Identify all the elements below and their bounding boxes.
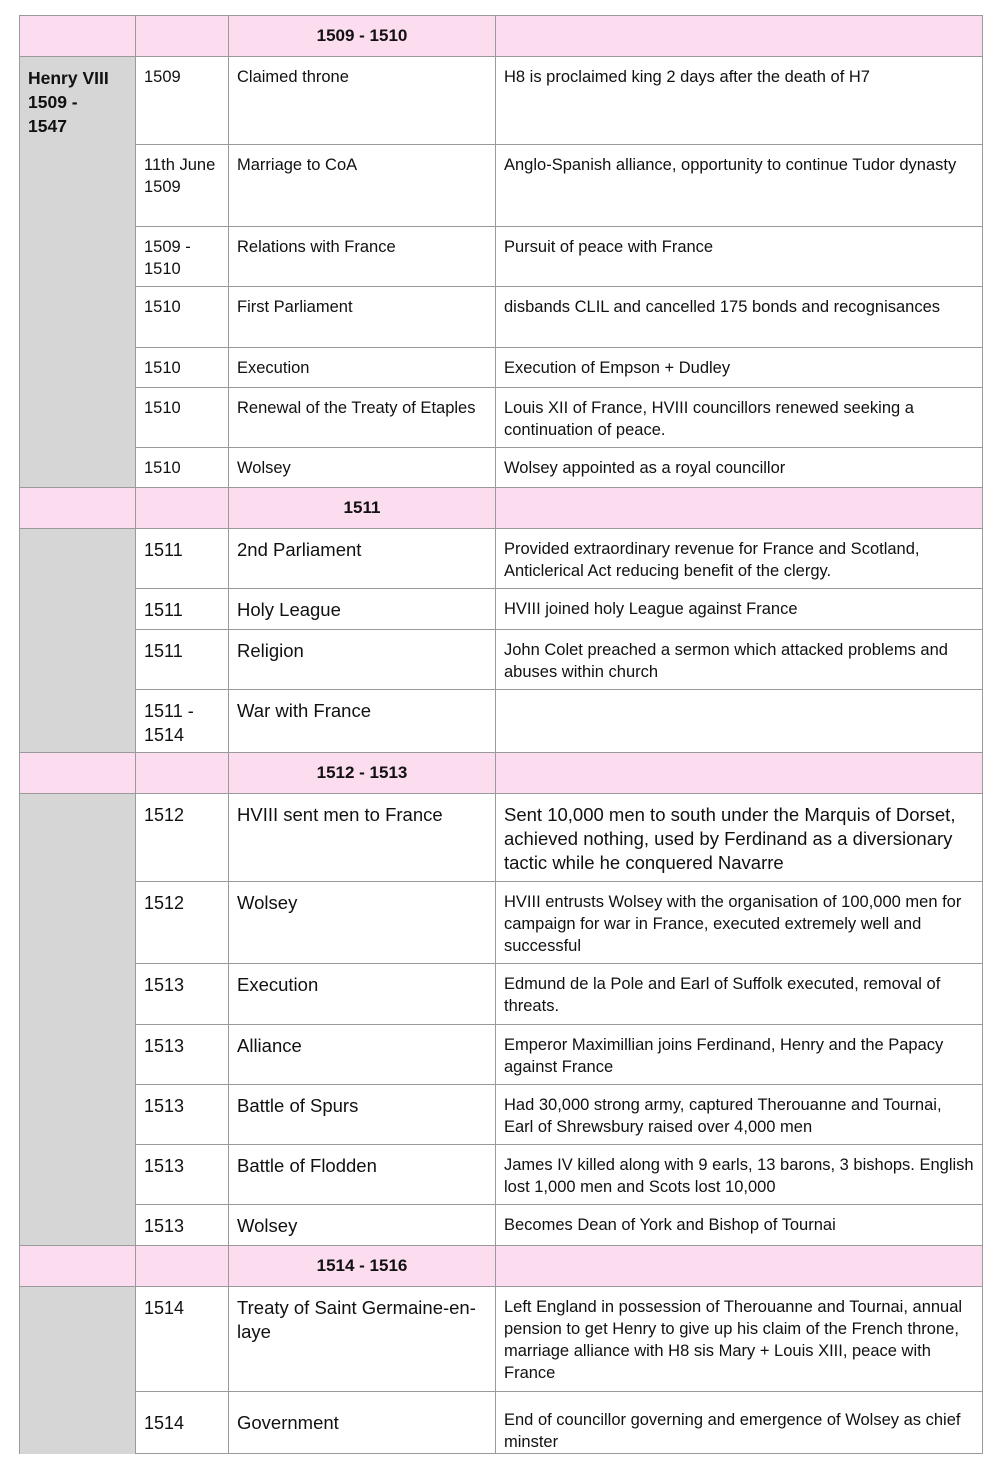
event-cell: Government: [229, 1392, 496, 1454]
table-row: [20, 1287, 983, 1392]
date-cell: 1511: [136, 529, 229, 589]
section-spacer: [496, 1246, 983, 1287]
detail-cell: Execution of Empson + Dudley: [496, 348, 983, 388]
event-cell: Wolsey: [229, 448, 496, 488]
table-row: [20, 1205, 983, 1246]
date-cell: 1514: [136, 1287, 229, 1392]
date-cell: 1513: [136, 1145, 229, 1205]
event-cell: Battle of Spurs: [229, 1085, 496, 1145]
reign-spacer: [20, 529, 136, 589]
table-row: [20, 145, 983, 227]
date-cell: 1513: [136, 1205, 229, 1246]
table-row: [20, 1025, 983, 1085]
table-row: [20, 448, 983, 488]
reign-years-end: 1547: [28, 116, 67, 136]
reign-cell: [20, 57, 136, 145]
section-spacer: [20, 488, 136, 529]
reign-spacer: [20, 1145, 136, 1205]
date-cell: 1513: [136, 1085, 229, 1145]
reign-name: Henry VIII: [28, 68, 109, 88]
table-row: [20, 630, 983, 690]
detail-cell: John Colet preached a sermon which attacked problems and abuses within church: [496, 630, 983, 690]
date-cell: 1512: [136, 794, 229, 882]
section-spacer: [496, 488, 983, 529]
reign-spacer: [20, 1392, 136, 1454]
detail-cell: Pursuit of peace with France: [496, 227, 983, 287]
date-cell: 1509 - 1510: [136, 227, 229, 287]
date-cell: 1510: [136, 388, 229, 448]
detail-cell: Provided extraordinary revenue for France and Scotland, Anticlerical Act reducing benefit of the clergy.: [496, 529, 983, 589]
date-cell: 1510: [136, 348, 229, 388]
date-cell: 11th June 1509: [136, 145, 229, 227]
reign-spacer: [20, 388, 136, 448]
table-row: [20, 589, 983, 630]
reign-years-start: 1509 -: [28, 92, 78, 112]
section-header: [20, 753, 983, 794]
event-cell: 2nd Parliament: [229, 529, 496, 589]
reign-spacer: [20, 1025, 136, 1085]
date-cell: 1514: [136, 1392, 229, 1454]
date-cell: 1511: [136, 589, 229, 630]
event-cell: Execution: [229, 348, 496, 388]
event-cell: HVIII sent men to France: [229, 794, 496, 882]
detail-cell: disbands CLIL and cancelled 175 bonds and recognisances: [496, 287, 983, 348]
reign-spacer: [20, 589, 136, 630]
section-header: [20, 1246, 983, 1287]
table-row: [20, 1145, 983, 1205]
reign-spacer: [20, 882, 136, 964]
detail-cell: Becomes Dean of York and Bishop of Tournai: [496, 1205, 983, 1246]
event-cell: Treaty of Saint Germaine-en-laye: [229, 1287, 496, 1392]
event-cell: Wolsey: [229, 1205, 496, 1246]
section-spacer: [496, 753, 983, 794]
section-header: [20, 488, 983, 529]
event-cell: Execution: [229, 964, 496, 1025]
date-cell: 1510: [136, 448, 229, 488]
table-row: [20, 388, 983, 448]
table-row: [20, 348, 983, 388]
event-cell: Alliance: [229, 1025, 496, 1085]
table-row: [20, 57, 983, 145]
table-row: [20, 794, 983, 882]
date-cell: 1511 - 1514: [136, 690, 229, 753]
reign-spacer: [20, 1205, 136, 1246]
table-row: [20, 964, 983, 1025]
table-row: [20, 1085, 983, 1145]
detail-cell: Emperor Maximillian joins Ferdinand, Henry and the Papacy against France: [496, 1025, 983, 1085]
detail-cell: HVIII joined holy League against France: [496, 589, 983, 630]
event-cell: First Parliament: [229, 287, 496, 348]
section-spacer: [136, 753, 229, 794]
reign-spacer: [20, 448, 136, 488]
event-cell: Religion: [229, 630, 496, 690]
section-spacer: [136, 1246, 229, 1287]
reign-spacer: [20, 690, 136, 753]
table-row: [20, 227, 983, 287]
reign-spacer: [20, 794, 136, 882]
detail-cell: Anglo-Spanish alliance, opportunity to continue Tudor dynasty: [496, 145, 983, 227]
section-spacer: [136, 488, 229, 529]
event-cell: Holy League: [229, 589, 496, 630]
detail-cell: HVIII entrusts Wolsey with the organisation of 100,000 men for campaign for war in France, executed extremely well and successful: [496, 882, 983, 964]
event-cell: War with France: [229, 690, 496, 753]
section-title: 1512 - 1513: [229, 753, 496, 794]
reign-spacer: [20, 287, 136, 348]
reign-spacer: [20, 964, 136, 1025]
table-row: [20, 1392, 983, 1454]
event-cell: Battle of Flodden: [229, 1145, 496, 1205]
section-title: 1511: [229, 488, 496, 529]
reign-spacer: [20, 1287, 136, 1392]
section-spacer: [20, 753, 136, 794]
detail-cell: End of councillor governing and emergence of Wolsey as chief minster: [496, 1392, 983, 1454]
table-row: [20, 529, 983, 589]
detail-cell: Louis XII of France, HVIII councillors renewed seeking a continuation of peace.: [496, 388, 983, 448]
event-cell: Wolsey: [229, 882, 496, 964]
date-cell: 1510: [136, 287, 229, 348]
detail-cell: James IV killed along with 9 earls, 13 barons, 3 bishops. English lost 1,000 men and Scots lost 10,000: [496, 1145, 983, 1205]
table-row: [20, 882, 983, 964]
detail-cell: Left England in possession of Therouanne and Tournai, annual pension to get Henry to give up his claim of the French throne, marriage alliance with H8 sis Mary + Louis XIII, peace with France: [496, 1287, 983, 1392]
event-cell: Claimed throne: [229, 57, 496, 145]
section-spacer: [496, 16, 983, 57]
detail-cell: Edmund de la Pole and Earl of Suffolk executed, removal of threats.: [496, 964, 983, 1025]
detail-cell: Wolsey appointed as a royal councillor: [496, 448, 983, 488]
section-title: 1509 - 1510: [229, 16, 496, 57]
section-header: [20, 16, 983, 57]
reign-spacer: [20, 1085, 136, 1145]
detail-cell: Had 30,000 strong army, captured Therouanne and Tournai, Earl of Shrewsbury raised over 4,000 men: [496, 1085, 983, 1145]
section-spacer: [136, 16, 229, 57]
date-cell: 1512: [136, 882, 229, 964]
date-cell: 1509: [136, 57, 229, 145]
timeline-table: [19, 15, 983, 1454]
section-spacer: [20, 16, 136, 57]
table-row: [20, 287, 983, 348]
date-cell: 1511: [136, 630, 229, 690]
reign-spacer: [20, 227, 136, 287]
date-cell: 1513: [136, 964, 229, 1025]
event-cell: Marriage to CoA: [229, 145, 496, 227]
event-cell: Relations with France: [229, 227, 496, 287]
detail-cell: [496, 690, 983, 753]
date-cell: 1513: [136, 1025, 229, 1085]
reign-spacer: [20, 630, 136, 690]
table-row: [20, 690, 983, 753]
event-cell: Renewal of the Treaty of Etaples: [229, 388, 496, 448]
reign-spacer: [20, 145, 136, 227]
detail-cell: Sent 10,000 men to south under the Marquis of Dorset, achieved nothing, used by Ferdinand as a diversionary tactic while he conquered Navarre: [496, 794, 983, 882]
section-spacer: [20, 1246, 136, 1287]
section-title: 1514 - 1516: [229, 1246, 496, 1287]
detail-cell: H8 is proclaimed king 2 days after the death of H7: [496, 57, 983, 145]
reign-spacer: [20, 348, 136, 388]
